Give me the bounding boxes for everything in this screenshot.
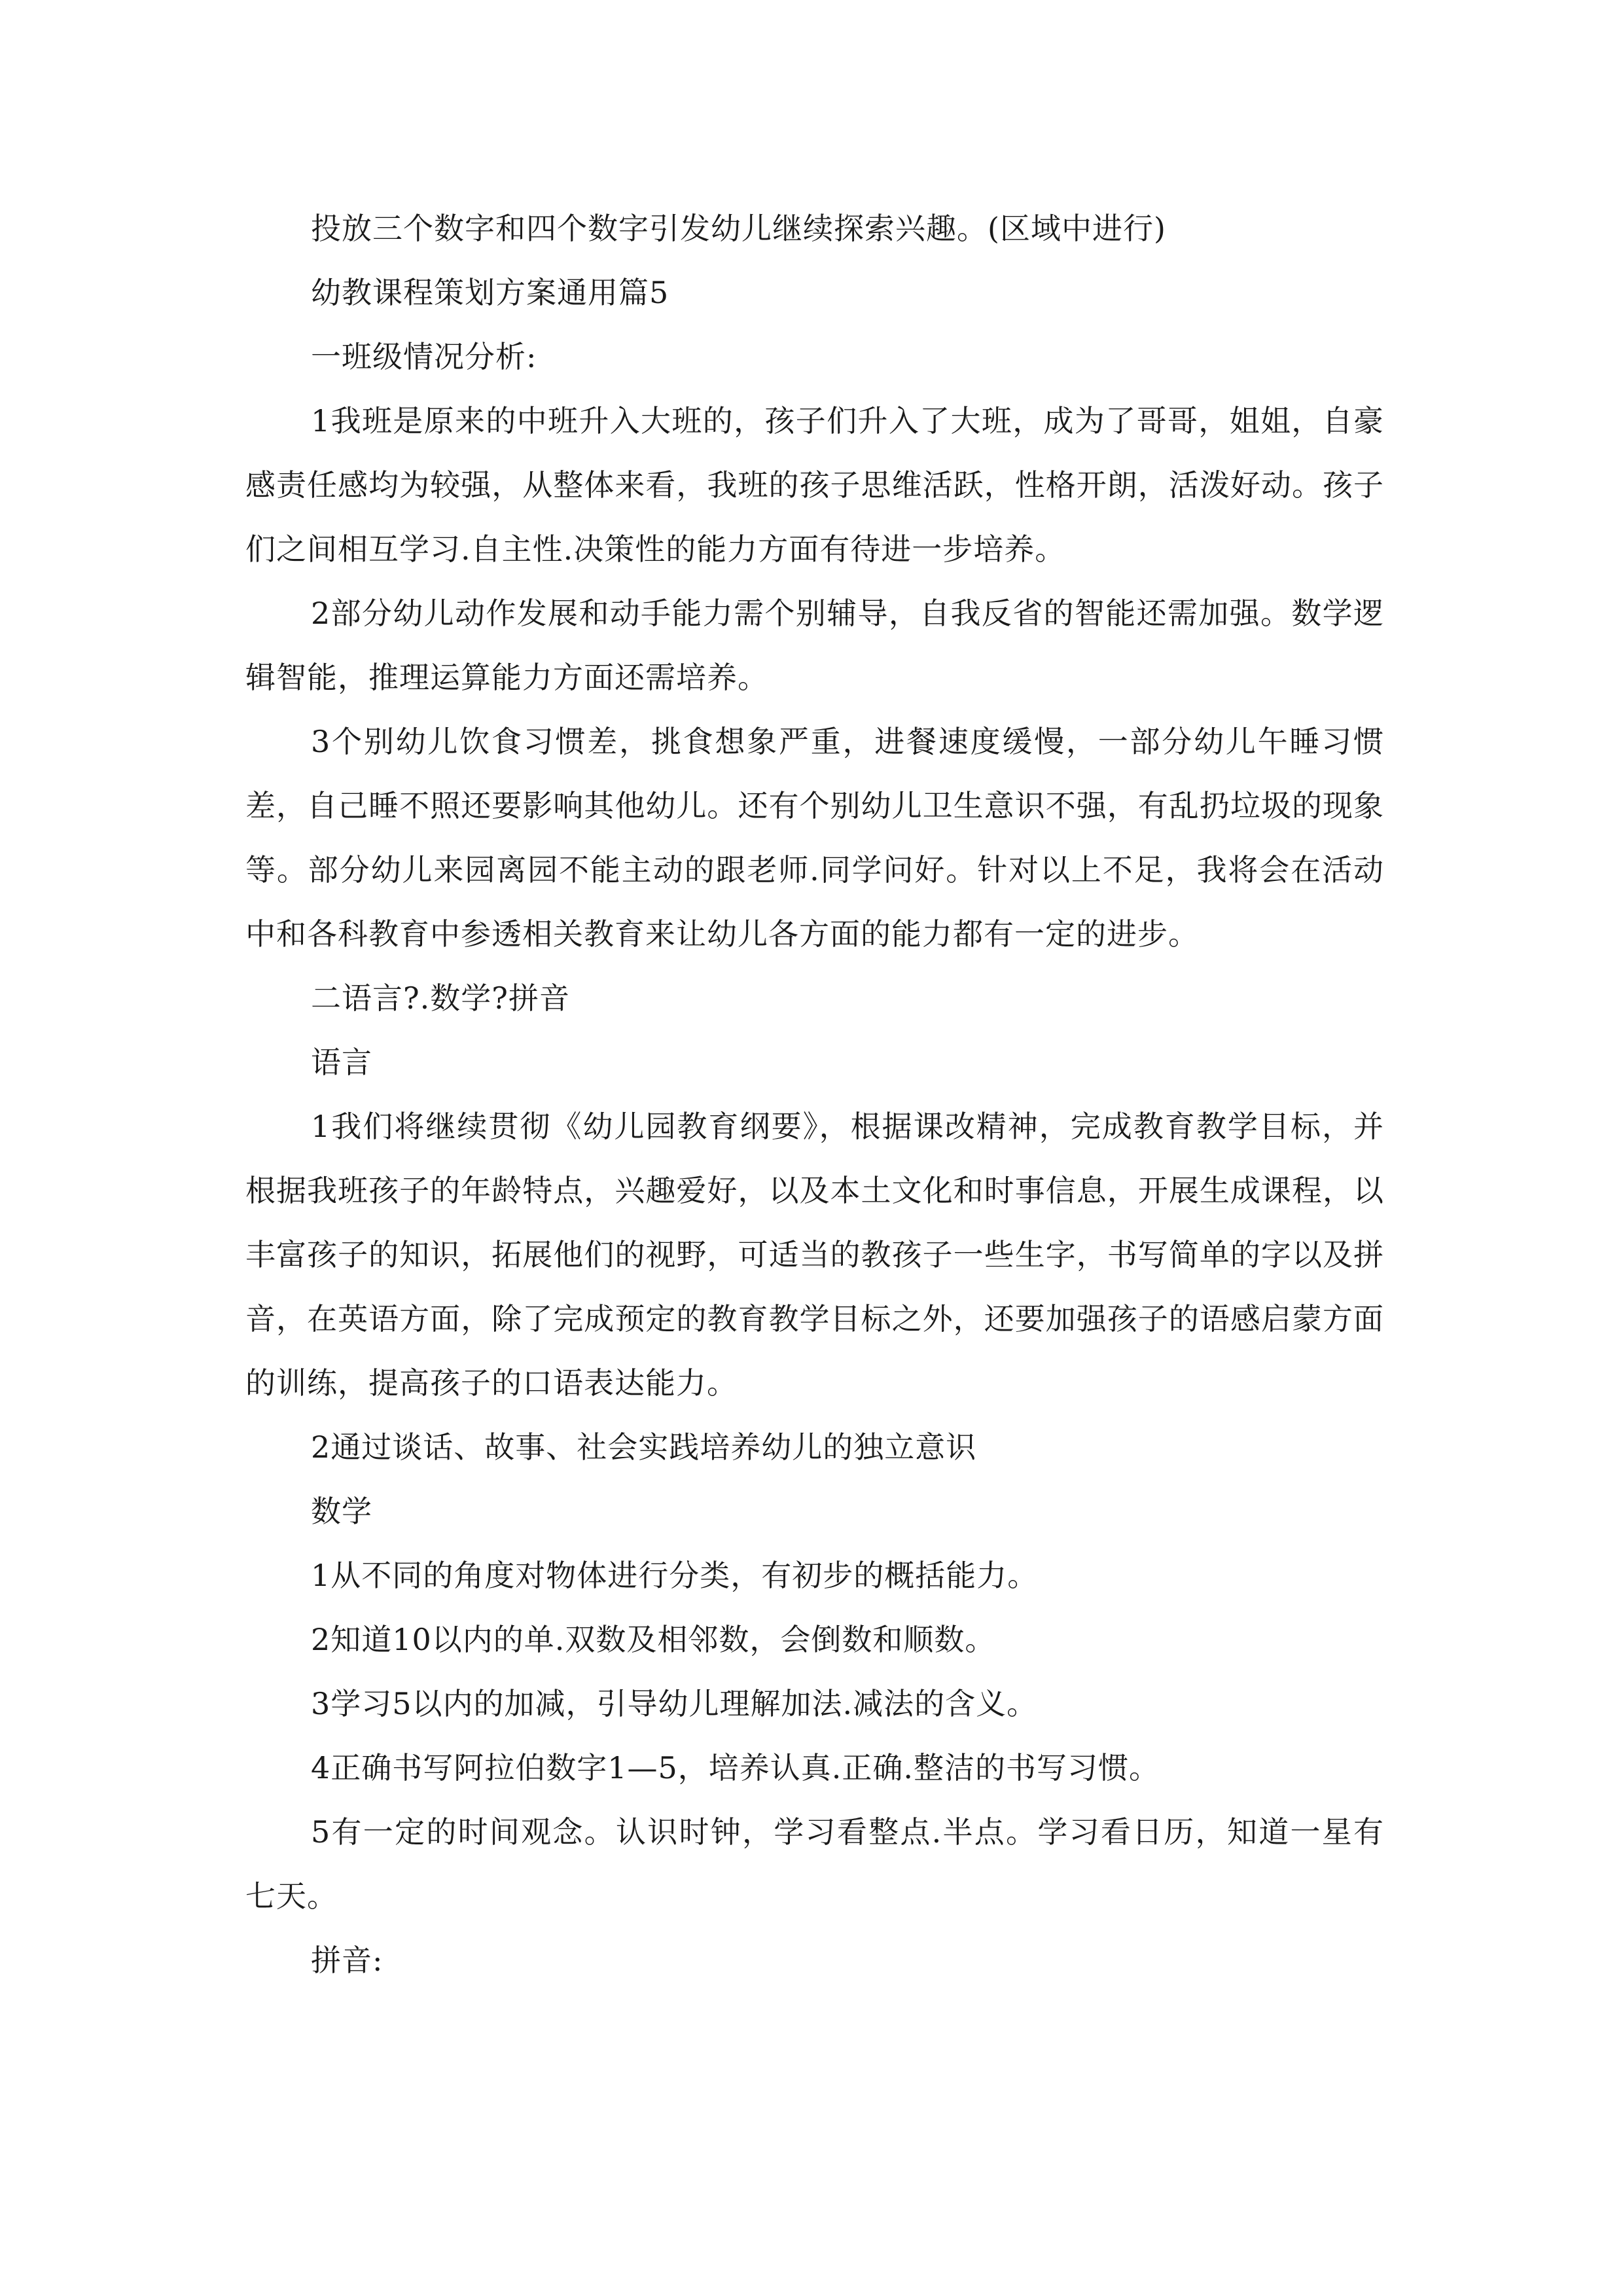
document-body [245, 196, 1384, 1992]
paragraph: 3个别幼儿饮食习惯差，挑食想象严重，进餐速度缓慢，一部分幼儿午睡习惯差，自己睡不照还要影响其他幼儿。还有个别幼儿卫生意识不强，有乱扔垃圾的现象等。部分幼儿来园离园不能主动的跟老师.同学问好。针对以上不足，我将会在活动中和各科教育中参透相关教育来让幼儿各方面的能力都有一定的进步。 [245, 724, 1384, 952]
list-item: 4正确书写阿拉伯数字1—5，培养认真.正确.整洁的书写习惯。 [311, 1750, 1160, 1785]
paragraph: 1我们将继续贯彻《幼儿园教育纲要》，根据课改精神，完成教育教学目标，并根据我班孩子的年龄特点，兴趣爱好，以及本土文化和时事信息，开展生成课程，以丰富孩子的知识，拓展他们的视野，可适当的教孩子一些生字，书写简单的字以及拼音，在英语方面，除了完成预定的教育教学目标之外，还要加强孩子的语感启蒙方面的训练，提高孩子的口语表达能力。 [245, 1109, 1384, 1401]
section-heading: 二语言?.数学?拼音 [311, 980, 570, 1016]
subsection-heading: 语言 [311, 1045, 372, 1080]
list-item: 2知道10以内的单.双数及相邻数，会倒数和顺数。 [311, 1622, 996, 1657]
list-item: 3学习5以内的加减，引导幼儿理解加法.减法的含义。 [311, 1686, 1038, 1721]
paragraph: 2部分幼儿动作发展和动手能力需个别辅导，自我反省的智能还需加强。数学逻辑智能，推理运算能力方面还需培养。 [245, 596, 1384, 695]
subsection-heading: 数学 [311, 1494, 372, 1529]
paragraph: 2通过谈话、故事、社会实践培养幼儿的独立意识 [311, 1429, 977, 1465]
list-item: 1从不同的角度对物体进行分类，有初步的概括能力。 [311, 1558, 1039, 1593]
subsection-heading: 拼音: [311, 1943, 383, 1978]
section-heading: 幼教课程策划方案通用篇5 [311, 275, 669, 310]
paragraph: 投放三个数字和四个数字引发幼儿继续探索兴趣。(区域中进行) [311, 211, 1166, 246]
paragraph: 1我班是原来的中班升入大班的，孩子们升入了大班，成为了哥哥，姐姐，自豪感责任感均为较强，从整体来看，我班的孩子思维活跃，性格开朗，活泼好动。孩子们之间相互学习.自主性.决策性的能力方面有待进一步培养。 [245, 403, 1384, 567]
section-heading: 一班级情况分析: [311, 339, 537, 374]
list-item: 5有一定的时间观念。认识时钟，学习看整点.半点。学习看日历，知道一星有七天。 [245, 1814, 1384, 1914]
